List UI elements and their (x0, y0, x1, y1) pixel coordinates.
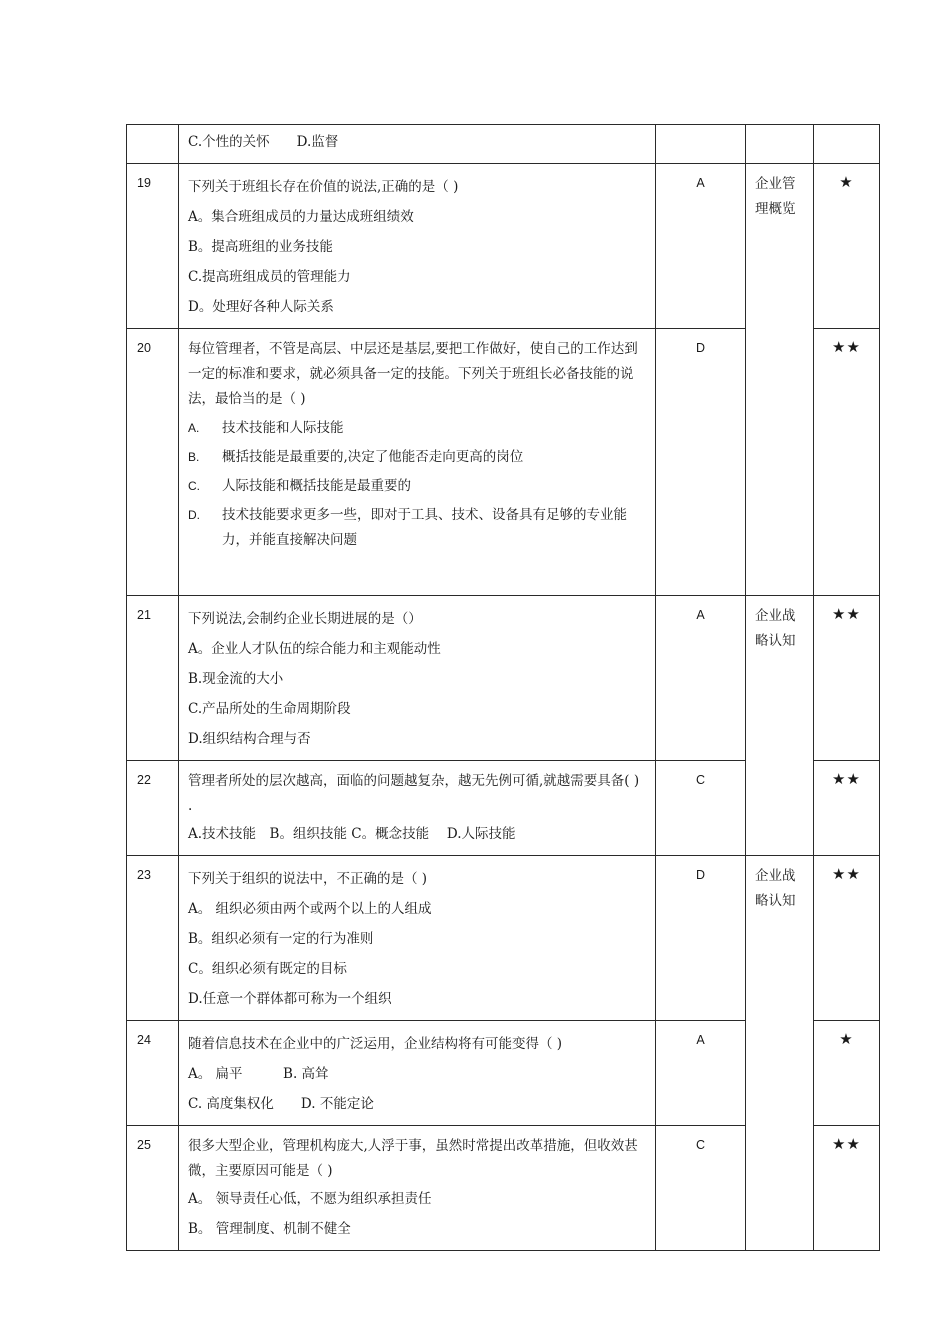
option-line: A。 领导责任心低，不愿为组织承担责任 (188, 1191, 432, 1207)
category-cell: 企业战略认知 (746, 856, 814, 1021)
question-text (179, 1021, 656, 1126)
option-line: D.组织结构合理与否 (188, 731, 311, 747)
question-stem: 每位管理者，不管是高层、中层还是基层,要把工作做好，使自己的工作达到一定的标准和要求，就必须具备一定的技能。下列关于班组长必备技能的说法，最恰当的是（ ) (188, 341, 638, 407)
answer-cell (656, 125, 746, 164)
question-table (126, 124, 880, 1251)
option-label: D. (188, 508, 200, 522)
option-line: B。组织必须有一定的行为准则 (188, 931, 374, 947)
answer-cell: A (656, 596, 746, 761)
option-line: C. 高度集权化 D. 不能定论 (188, 1096, 374, 1112)
difficulty-stars: ★★ (814, 856, 880, 1021)
table-row (127, 329, 880, 596)
table-row (127, 596, 880, 761)
option-label: A. (188, 421, 200, 435)
option-line: A.技术技能 B。组织技能 C。概念技能 D.人际技能 (188, 826, 516, 842)
question-number (127, 125, 179, 164)
question-number: 19 (127, 164, 179, 329)
answer-cell: A (656, 164, 746, 329)
table-row (127, 125, 880, 164)
category-cell (746, 125, 814, 164)
question-stem: 下列关于班组长存在价值的说法,正确的是（ ) (188, 179, 459, 195)
question-number: 23 (127, 856, 179, 1021)
question-stem: 随着信息技术在企业中的广泛运用，企业结构将有可能变得（ ) (188, 1036, 563, 1052)
option-line: A。 扁平 B. 高耸 (188, 1066, 329, 1082)
answer-cell: C (656, 1126, 746, 1251)
option-line: A。 组织必须由两个或两个以上的人组成 (188, 901, 432, 917)
difficulty-stars: ★ (814, 1021, 880, 1126)
option-line (188, 474, 647, 499)
option-text: 人际技能和概括技能是最重要的 (222, 478, 411, 494)
difficulty-stars: ★★ (814, 761, 880, 856)
question-text (179, 596, 656, 761)
option-line: D。处理好各种人际关系 (188, 299, 334, 315)
table-row (127, 164, 880, 329)
question-number: 24 (127, 1021, 179, 1126)
answer-cell: A (656, 1021, 746, 1126)
option-line: A。集合班组成员的力量达成班组绩效 (188, 209, 414, 225)
category-cell (746, 329, 814, 596)
option-line (188, 445, 647, 470)
question-text (179, 1126, 656, 1251)
difficulty-stars: ★★ (814, 1126, 880, 1251)
question-stem: 下列说法,会制约企业长期进展的是（） (188, 611, 422, 627)
answer-cell: C (656, 761, 746, 856)
question-text (179, 856, 656, 1021)
question-text (179, 125, 656, 164)
category-cell: 企业战略认知 (746, 596, 814, 761)
option-line (188, 416, 647, 441)
question-text (179, 761, 656, 856)
option-line: B。 管理制度、机制不健全 (188, 1221, 351, 1237)
option-text: 技术技能要求更多一些，即对于工具、技术、设备具有足够的专业能力，并能直接解决问题 (222, 507, 627, 548)
question-text (179, 329, 656, 596)
question-stem: 下列关于组织的说法中，不正确的是（ ) (188, 871, 428, 887)
option-line: C。组织必须有既定的目标 (188, 961, 347, 977)
question-number: 21 (127, 596, 179, 761)
category-cell (746, 1021, 814, 1126)
difficulty-stars: ★ (814, 164, 880, 329)
option-line: B.现金流的大小 (188, 671, 284, 687)
question-number: 22 (127, 761, 179, 856)
table-row (127, 1021, 880, 1126)
question-number: 25 (127, 1126, 179, 1251)
question-stem: 管理者所处的层次越高，面临的问题越复杂，越无先例可循,就越需要具备( ) . (188, 773, 640, 814)
option-line: C.个性的关怀 D.监督 (188, 134, 339, 150)
option-line: C.提高班组成员的管理能力 (188, 269, 351, 285)
table-row (127, 1126, 880, 1251)
option-label: B. (188, 450, 200, 464)
question-number: 20 (127, 329, 179, 596)
table-row (127, 761, 880, 856)
option-label: C. (188, 479, 200, 493)
option-line: B。提高班组的业务技能 (188, 239, 333, 255)
answer-cell: D (656, 329, 746, 596)
answer-cell: D (656, 856, 746, 1021)
difficulty-stars (814, 125, 880, 164)
option-line: A。企业人才队伍的综合能力和主观能动性 (188, 641, 441, 657)
difficulty-stars: ★★ (814, 596, 880, 761)
difficulty-stars: ★★ (814, 329, 880, 596)
question-stem: 很多大型企业，管理机构庞大,人浮于事，虽然时常提出改革措施，但收效甚微，主要原因可能是（ ) (188, 1138, 638, 1179)
option-line (188, 503, 647, 553)
category-cell (746, 761, 814, 856)
question-text (179, 164, 656, 329)
option-text: 概括技能是最重要的,决定了他能否走向更高的岗位 (222, 449, 524, 465)
option-line: D.任意一个群体都可称为一个组织 (188, 991, 392, 1007)
category-cell: 企业管理概览 (746, 164, 814, 329)
category-cell (746, 1126, 814, 1251)
option-line: C.产品所处的生命周期阶段 (188, 701, 351, 717)
table-row (127, 856, 880, 1021)
option-text: 技术技能和人际技能 (222, 420, 344, 436)
